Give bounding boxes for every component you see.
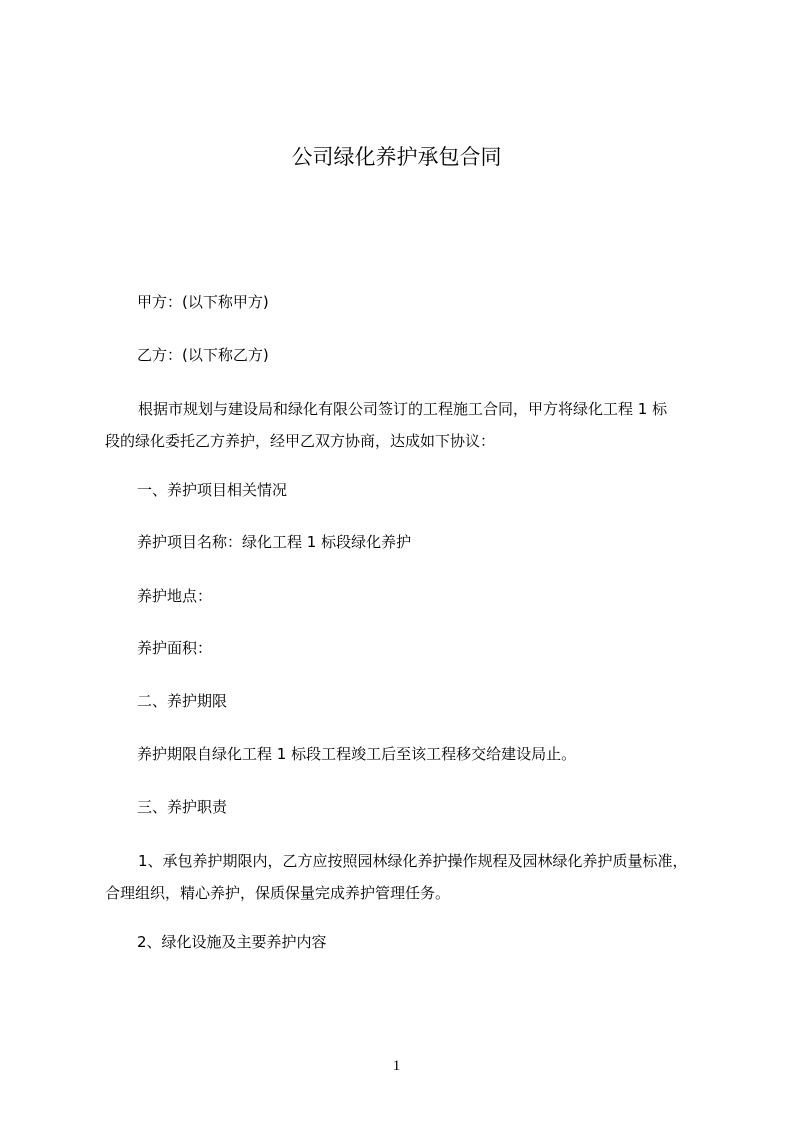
responsibility-item-1 <box>105 845 688 909</box>
intro-line-2: 段的绿化委托乙方养护，经甲乙双方协商，达成如下协议： <box>105 432 496 450</box>
party-a-line: 甲方：(以下称甲方) <box>137 293 269 311</box>
document-title: 公司绿化养护承包合同 <box>291 145 502 169</box>
section-2-heading: 二、养护期限 <box>137 692 228 710</box>
area-line: 养护面积： <box>137 639 213 657</box>
project-name-line: 养护项目名称：绿化工程 1 标段绿化养护 <box>137 533 412 551</box>
location-line: 养护地点： <box>137 587 213 605</box>
intro-paragraph <box>105 393 685 457</box>
term-line: 养护期限自绿化工程 1 标段工程竣工后至该工程移交给建设局止。 <box>137 745 577 763</box>
party-b-line: 乙方：(以下称乙方) <box>137 346 269 364</box>
intro-line-1: 根据市规划与建设局和绿化有限公司签订的工程施工合同，甲方将绿化工程 1 标 <box>138 400 668 418</box>
responsibility-item-2: 2、绿化设施及主要养护内容 <box>137 933 327 951</box>
page-number: 1 <box>392 1058 401 1074</box>
section-3-heading: 三、养护职责 <box>137 798 228 816</box>
section-1-heading: 一、养护项目相关情况 <box>137 481 288 499</box>
item-1-line-1: 1、承包养护期限内，乙方应按照园林绿化养护操作规程及园林绿化养护质量标准， <box>138 852 688 870</box>
item-1-line-2: 合理组织，精心养护，保质保量完成养护管理任务。 <box>105 884 451 902</box>
